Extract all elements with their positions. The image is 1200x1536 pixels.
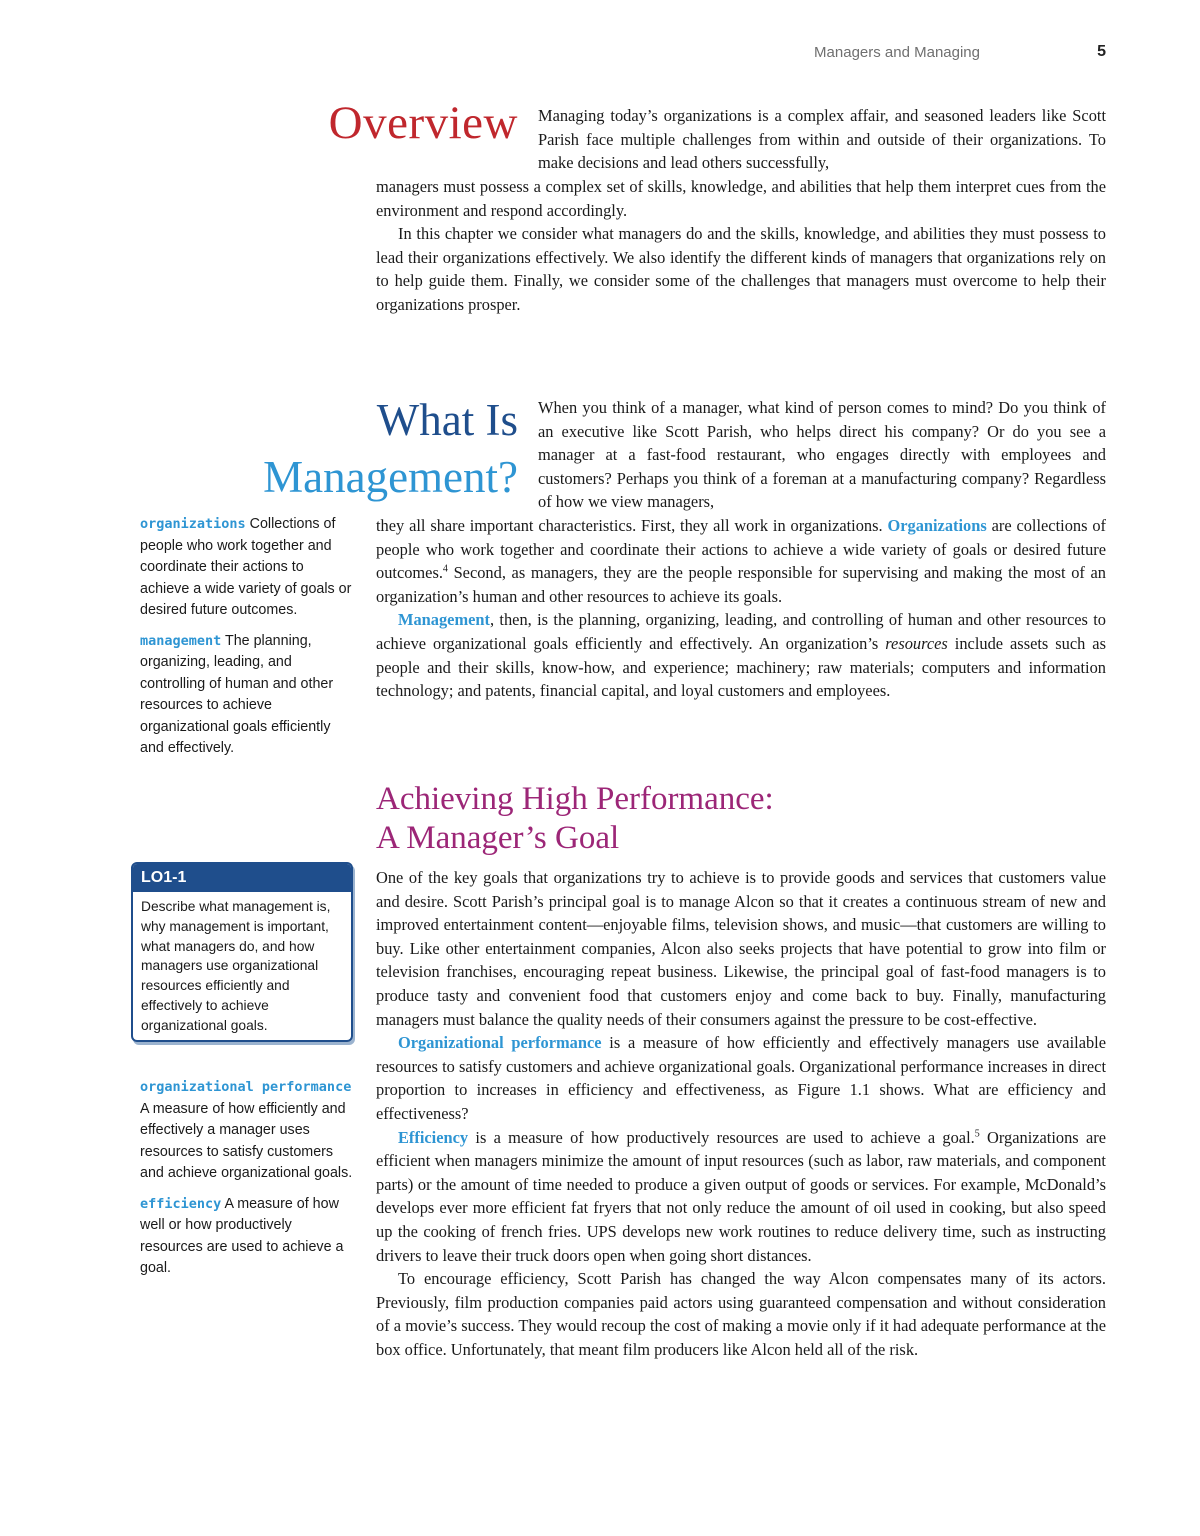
what-is-management-heading [180,392,518,506]
glossary-entry-organizational-performance [140,1077,356,1185]
achieving-p3-text-b: Organizations are efficient when managers minimize the amount of input resources (such as labor, raw materials, and component parts) or the amount of time needed to produce a given output of goods or services. For example, McDonald’s develops ever more efficient fat fryers that not only reduce the amount of oil used in cooking, but also speed up the cooking of french fries. UPS develops new work routines to reduce delivery time, such as instructing drivers to leave their truck doors open when going short distances. [376,1127,1106,1265]
heading-line-2: Management? [263,452,518,502]
margin-glossary-2 [140,1077,356,1289]
running-head: Managers and Managing [814,44,980,61]
achieving-paragraph-3 [376,1126,1106,1268]
wim-p1-text-a: they all share important characteristics. First, they all work in organizations. [376,516,883,535]
achieving-high-performance-heading [376,780,976,858]
key-term-management: Management [398,610,490,630]
overview-body [376,175,1106,317]
glossary-entry-efficiency [140,1194,356,1280]
page-number: 5 [1097,43,1106,60]
achieving-paragraph-1: One of the key goals that organizations try to achieve is to provide goods and services that customers value and desire. Scott Parish’s principal goal is to manage Alcon so that it creates a continuous stream of new and improved entertainment content—enjoyable films, television shows, and music—that customers are willing to buy. Like other entertainment companies, Alcon also seeks projects that have potential to grow into film or television franchises, encouraging repeat business. Likewise, the principal goal of fast-food managers is to produce tasty and convenient food that customers enjoy and come back to buy. Finally, manufacturing managers must balance the quality needs of their consumers against the pressure to be cost-effective. [376,868,1106,1029]
glossary-definition: A measure of how well or how productively resources are used to achieve a goal. [140,1195,344,1276]
wim-body [376,514,1106,703]
glossary-definition: A measure of how efficiently and effectively a manager uses resources to satisfy customers and achieve organizational goals. [140,1100,353,1181]
achieving-body [376,866,1106,1361]
overview-continued-text: managers must possess a complex set of skills, knowledge, and abilities that help them interpret cues from the environment and respond accordingly. [376,177,1106,220]
key-term-efficiency: Efficiency [398,1127,469,1147]
achieving-p3-text-a: is a measure of how productively resources are used to achieve a goal. [475,1127,975,1147]
key-term-organizational-performance: Organizational performance [398,1033,602,1053]
wim-p1-text-b: are collections of people who work together and coordinate their actions to achieve a wide variety of goals or desired future outcomes. [376,516,1106,583]
wim-paragraph-1 [376,514,1106,608]
wim-lead-text: When you think of a manager, what kind of person comes to mind? Do you think of an executive like Scott Parish, who helps direct his company? Or do you see a manager at a fast-food restaurant, who engages directly with employees and customers? Perhaps you think of a foreman at a manufacturing company? Regardless of how we view managers, [538,398,1106,512]
wim-p2-text-a: , then, is the planning, organizing, leading, and controlling of human and other resources to achieve organizational goals efficiently and effectively. An organization’s [376,610,1106,653]
achieving-paragraph-2 [376,1031,1106,1125]
overview-heading: Overview [328,97,518,149]
emphasis-resources: resources [885,633,948,653]
footnote-ref-5: 5 [974,1128,980,1140]
achieving-paragraph-4: To encourage efficiency, Scott Parish has changed the way Alcon compensates many of its actors. Previously, film production companies paid actors using guaranteed compensation and without consideration of a movie’s success. They would recoup the cost of making a movie only if it had adequate performance at the box office. Unfortunately, that meant film producers like Alcon held all of the risk. [376,1269,1106,1359]
margin-glossary-1 [140,514,356,769]
wim-p1-text-c: Second, as managers, they are the people responsible for supervising and making the most of an organization’s human and other resources to achieve its goals. [376,563,1106,606]
glossary-term: management [140,632,222,649]
glossary-entry-organizations [140,514,356,622]
glossary-term: organizations [140,516,246,532]
learning-objective-box [131,862,353,1042]
heading-line-2: A Manager’s Goal [376,820,620,856]
heading-line-1: Achieving High Performance: [376,781,774,817]
key-term-organizations: Organizations [887,516,987,535]
learning-objective-label: LO1-1 [133,864,351,892]
learning-objective-text: Describe what management is, why management is important, what managers do, and how managers use organizational resources efficiently and effectively to achieve organizational goals. [141,899,331,1033]
wim-lead-paragraph [538,396,1106,514]
wim-p2-text-b: include assets such as people and their skills, know-how, and experience; machinery; raw materials; computers and information technology; and patents, financial capital, and loyal customers and employees. [376,633,1106,701]
footnote-ref-4: 4 [442,563,448,575]
glossary-term: efficiency [140,1195,222,1212]
achieving-p2-text: is a measure of how efficiently and effectively managers use available resources to satisfy customers and achieve organizational goals. Organizational performance increases in direct proportion to increases in efficiency and effectiveness, as Figure 1.1 shows. What are efficiency and effectiveness? [376,1033,1106,1123]
heading-line-1: What Is [376,395,518,445]
overview-lead-paragraph [538,104,1106,175]
glossary-definition: The planning, organizing, leading, and controlling of human and other resources to achieve organizational goals efficiently and effectively. [140,632,334,756]
glossary-term: organizational performance [140,1079,352,1095]
overview-paragraph-2: In this chapter we consider what managers do and the skills, knowledge, and abilities they must possess to lead their organizations effectively. We also identify the different kinds of managers that organizations rely on to help guide them. Finally, we consider some of the challenges that managers must overcome to help their organizations prosper. [376,224,1106,314]
overview-lead-text: Managing today’s organizations is a complex affair, and seasoned leaders like Scott Parish face multiple challenges from within and outside of their organizations. To make decisions and lead others successfully, [538,106,1106,173]
glossary-definition: Collections of people who work together and coordinate their actions to achieve a wide variety of goals or desired future outcomes. [140,516,352,618]
glossary-entry-management [140,631,356,760]
wim-paragraph-2 [376,608,1106,702]
